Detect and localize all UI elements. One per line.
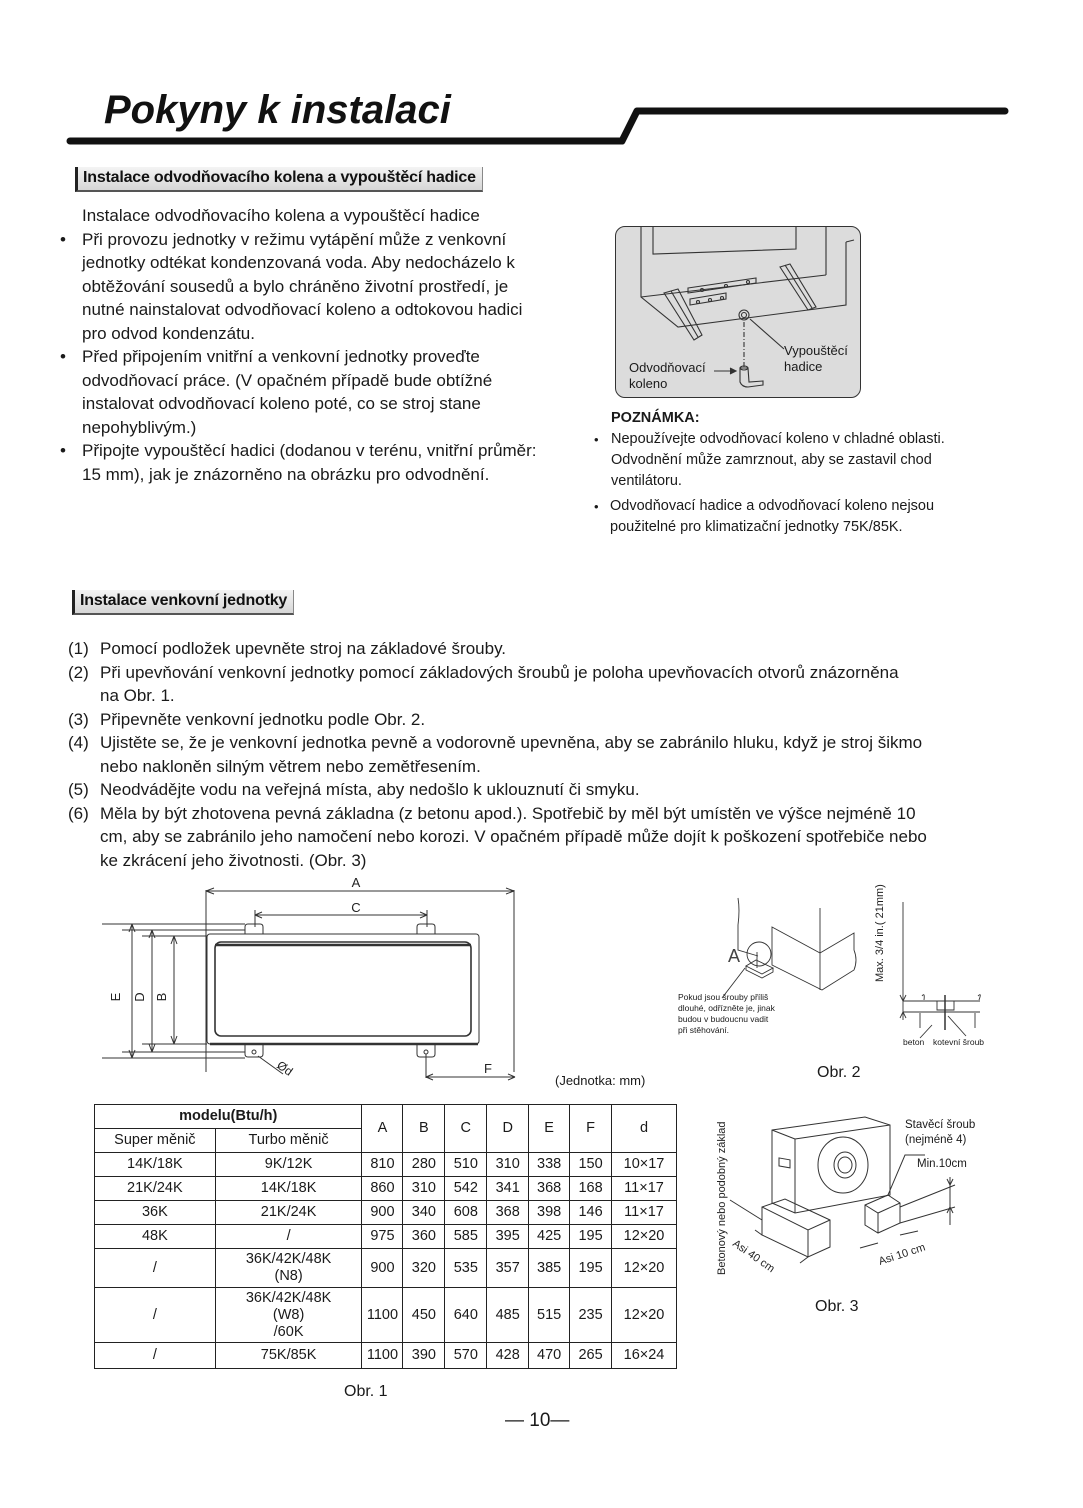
- approx-10cm-label: Asi 10 cm: [877, 1241, 927, 1268]
- concrete-label: beton: [903, 1037, 925, 1047]
- detail-a-label: A: [728, 946, 741, 966]
- figure3-caption: Obr. 3: [815, 1298, 859, 1315]
- table-group-header: modelu(Btu/h): [95, 1105, 362, 1129]
- step-4: (4) Ujistěte se, že je venkovní jednotka pevně a vodorovně upevněna, aby se zabránilo hluku, když je stroj šikmo nebo nakloněn silným větrem nebo zemětřesením.: [68, 733, 923, 776]
- outdoor-steps: [68, 637, 1028, 872]
- col-header-d: D: [487, 1105, 529, 1153]
- foundation-label: Betonový nebo podobný základ: [716, 1121, 728, 1275]
- page-number: — 10—: [505, 1410, 570, 1431]
- table-row: / 75K/85K 1100 390 570 428 470 265 16×24: [95, 1343, 677, 1369]
- drain-instructions: [60, 204, 580, 486]
- note-block: [594, 408, 1014, 538]
- figure2-caption: Obr. 2: [817, 1064, 861, 1081]
- note-item-2: • Odvodňovací hadice a odvodňovací koleno nejsou použitelné pro klimatizační jednotky 75K/85K.: [594, 498, 935, 535]
- approx-40cm-label: Asi 40 cm: [730, 1237, 777, 1276]
- col-header-turbo: Turbo měnič: [215, 1129, 362, 1153]
- min-height-label: Min.10cm: [917, 1158, 967, 1170]
- section-heading-drain: Instalace odvodňovacího kolena a vypouštěcí hadice: [75, 167, 483, 192]
- table-row: / 36K/42K/48K (N8) 900 320 535 357 385 195 12×20: [95, 1249, 677, 1288]
- table-row: / 36K/42K/48K (W8) /60K 1100 450 640 485 515 235 12×20: [95, 1288, 677, 1343]
- step-2: (2) Při upevňování venkovní jednotky pomocí základových šroubů je poloha upevňovacích otvorů znázorněna na Obr. 1.: [68, 662, 899, 705]
- step-6: (6) Měla by být zhotovena pevná základna (z betonu apod.). Spotřebič by měl být umístěn ve výšce nejméně 10 cm, aby se zabránilo jeho namočení nebo korozi. V opačném případě může dojít k poškození spotřebiče nebo ke zkrácení jeho životnosti. (Obr. 3): [68, 803, 927, 870]
- section-heading-outdoor: Instalace venkovní jednotky: [72, 590, 294, 615]
- bolt-note: Pokud jsou šrouby příliš dlouhé, odřízněte je, jinak budou v budoucnu vadit při stěhování.: [678, 992, 775, 1035]
- col-header-e: E: [529, 1105, 570, 1153]
- dim-label-d: D: [132, 992, 147, 1002]
- table-row: 14K/18K 9K/12K 810 280 510 310 338 150 10×17: [95, 1153, 677, 1177]
- hose-label: Vypouštěcí hadice: [784, 343, 848, 374]
- col-header-c: C: [445, 1105, 487, 1153]
- drain-figure: [615, 226, 861, 398]
- step-3: (3) Připevněte venkovní jednotku podle Obr. 2.: [68, 709, 426, 729]
- dim-label-c: C: [351, 900, 361, 915]
- col-header-b: B: [403, 1105, 445, 1153]
- elbow-label: Odvodňovací koleno: [629, 360, 706, 391]
- bullet-icon: •: [60, 229, 66, 249]
- anchor-bolt-label: kotevní šroub: [933, 1037, 985, 1047]
- dim-label-d-hole: Ød: [274, 1057, 296, 1079]
- title-rule: [0, 0, 1083, 160]
- col-header-f: F: [570, 1105, 612, 1153]
- figure1-caption: Obr. 1: [344, 1383, 388, 1400]
- page-title: Pokyny k instalaci: [104, 88, 451, 132]
- col-header-d-hole: d: [612, 1105, 677, 1153]
- dim-label-f: F: [484, 1061, 492, 1076]
- bullet-icon: •: [60, 347, 66, 366]
- leveling-screw-label: Stavěcí šroub (nejméně 4): [905, 1119, 976, 1146]
- table-row: 48K / 975 360 585 395 425 195 12×20: [95, 1225, 677, 1249]
- step-1: (1) Pomocí podložek upevněte stroj na základové šrouby.: [68, 639, 507, 658]
- unit-note: (Jednotka: mm): [555, 1073, 646, 1088]
- dim-label-b: B: [154, 992, 169, 1002]
- table-row: 36K 21K/24K 900 340 608 368 398 146 11×17: [95, 1201, 677, 1225]
- col-header-super: Super měnič: [95, 1129, 216, 1153]
- bullet-icon: •: [60, 441, 66, 460]
- note-heading: POZNÁMKA:: [611, 410, 700, 426]
- drain-bullet-2: • Před připojením vnitřní a venkovní jednotky proveďte odvodňovací práce. (V opačném případě bude obtížné instalovat odvodňovací koleno poté, co se stroj stane nepohyblivým.): [60, 347, 493, 437]
- step-5: (5) Neodvádějte vodu na veřejná místa, aby nedošlo k uklouznutí či smyku.: [68, 780, 640, 799]
- dim-label-a: A: [351, 875, 361, 890]
- drain-intro: Instalace odvodňovacího kolena a vypouštěcí hadice: [82, 206, 480, 225]
- dim-label-e: E: [108, 992, 123, 1002]
- note-item-1: • Nepoužívejte odvodňovací koleno v chladné oblasti. Odvodnění může zamrznout, aby se zastavil chod ventilátoru.: [594, 431, 945, 489]
- max-height-label: Max. 3/4 in.( 21mm): [874, 884, 886, 982]
- mounting-dimension-drawing: [100, 872, 540, 1082]
- drain-bullet-3: • Připojte vypouštěcí hadici (dodanou v terénu, vnitřní průměr: 15 mm), jak je znázorněno na obrázku pro odvodnění.: [60, 441, 537, 484]
- drain-bullet-1: • Při provozu jednotky v režimu vytápění může z venkovní jednotky odtékat kondenzovaná voda. Aby nedocházelo k obtěžování sousedů a bylo chráněno životní prostředí, je nutné nainstalovat odvodňovací koleno a odtokovou hadici pro odvod kondenzátu.: [60, 229, 523, 343]
- dimension-table: [94, 1104, 677, 1369]
- col-header-a: A: [362, 1105, 403, 1153]
- bullet-icon: •: [594, 432, 599, 447]
- bullet-icon: •: [594, 499, 599, 514]
- table-row: 21K/24K 14K/18K 860 310 542 341 368 168 11×17: [95, 1177, 677, 1201]
